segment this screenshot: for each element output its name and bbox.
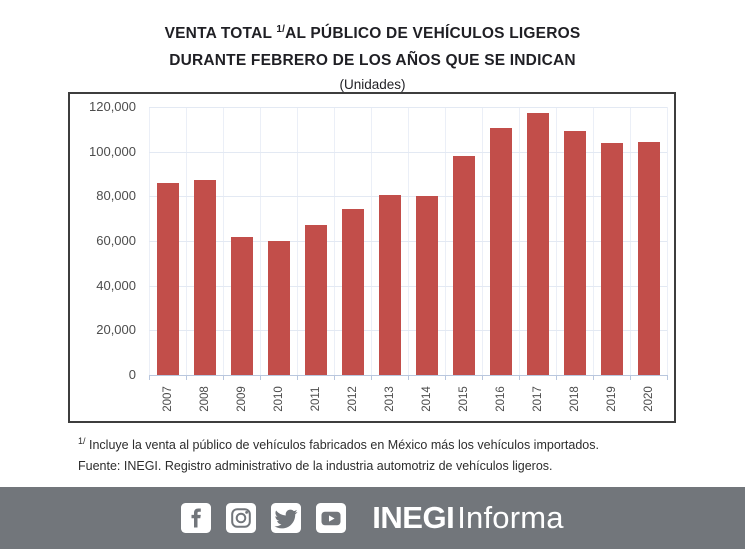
bar-2015 — [453, 156, 475, 375]
bar-2013 — [379, 195, 401, 375]
x-axis-label-2019: 2019 — [605, 386, 618, 412]
x-axis-label-2012: 2012 — [346, 386, 359, 412]
y-axis-tick-label: 60,000 — [96, 233, 136, 248]
x-axis-label-2020: 2020 — [642, 386, 655, 412]
social-links — [181, 500, 563, 536]
y-gridline — [149, 196, 667, 197]
y-gridline — [149, 286, 667, 287]
bar-2010 — [268, 241, 290, 375]
inegi-logo-text: INEGI — [372, 500, 455, 535]
footnote-1-text: Incluye la venta al público de vehículos fabricados en México más los vehículos importados. — [85, 438, 599, 453]
bar-2007 — [157, 183, 179, 375]
y-axis-tick-label: 80,000 — [96, 188, 136, 204]
x-axis-label-2018: 2018 — [568, 386, 581, 412]
title-line-2: DURANTE FEBRERO DE LOS AÑOS QUE SE INDICAN — [169, 52, 576, 70]
x-axis-label-2008: 2008 — [198, 386, 211, 412]
x-axis-label-2009: 2009 — [235, 386, 248, 412]
youtube-icon[interactable] — [316, 503, 346, 533]
chart-title — [0, 16, 745, 96]
bar-2009 — [231, 237, 253, 375]
footer-bar — [0, 487, 745, 549]
bar-2017 — [527, 113, 549, 375]
title-line-1-prefix: VENTA TOTAL — [164, 25, 277, 43]
footnotes — [78, 431, 599, 477]
y-gridline — [149, 107, 667, 108]
bar-2014 — [416, 196, 438, 375]
inegi-informa-logo — [372, 500, 563, 536]
y-axis-tick-label: 120,000 — [89, 99, 136, 114]
y-gridline — [149, 330, 667, 331]
title-footnote-marker: 1/ — [276, 24, 286, 35]
twitter-icon[interactable] — [271, 503, 301, 533]
x-axis-label-2011: 2011 — [309, 386, 322, 412]
bar-2011 — [305, 225, 327, 375]
x-axis-label-2015: 2015 — [457, 386, 470, 412]
informa-logo-text: Informa — [457, 500, 564, 535]
footnote-1 — [78, 431, 599, 456]
units-label: (Unidades) — [339, 77, 406, 93]
bar-2012 — [342, 209, 364, 375]
x-axis-label-2014: 2014 — [420, 386, 433, 412]
x-axis-line — [149, 375, 667, 376]
y-gridline — [149, 241, 667, 242]
vertical-gridline — [667, 107, 668, 375]
y-gridline — [149, 152, 667, 153]
x-axis-tick — [667, 375, 668, 380]
facebook-icon[interactable] — [181, 503, 211, 533]
x-axis-label-2007: 2007 — [161, 386, 174, 412]
bar-2008 — [194, 180, 216, 375]
instagram-icon[interactable] — [226, 503, 256, 533]
x-axis-label-2017: 2017 — [531, 386, 544, 412]
title-line-1-suffix: AL PÚBLICO DE VEHÍCULOS LIGEROS — [285, 25, 581, 43]
x-axis-label-2016: 2016 — [494, 386, 507, 412]
x-axis-label-2010: 2010 — [272, 386, 285, 412]
bar-2020 — [638, 142, 660, 375]
footnote-1-marker: 1/ — [78, 436, 86, 446]
y-axis-tick-label: 100,000 — [89, 143, 136, 159]
bar-chart — [68, 92, 676, 423]
title-line-1 — [0, 16, 745, 47]
y-axis-tick-label: 20,000 — [96, 322, 136, 338]
y-axis-tick-label: 0 — [128, 367, 136, 382]
x-axis-label-2013: 2013 — [383, 386, 396, 412]
bar-2018 — [564, 131, 586, 375]
source-note: Fuente: INEGI. Registro administrativo de la industria automotriz de vehículos ligeros. — [78, 459, 553, 474]
y-axis-tick-label: 40,000 — [96, 277, 136, 293]
bar-2019 — [601, 143, 623, 375]
bar-2016 — [490, 128, 512, 375]
